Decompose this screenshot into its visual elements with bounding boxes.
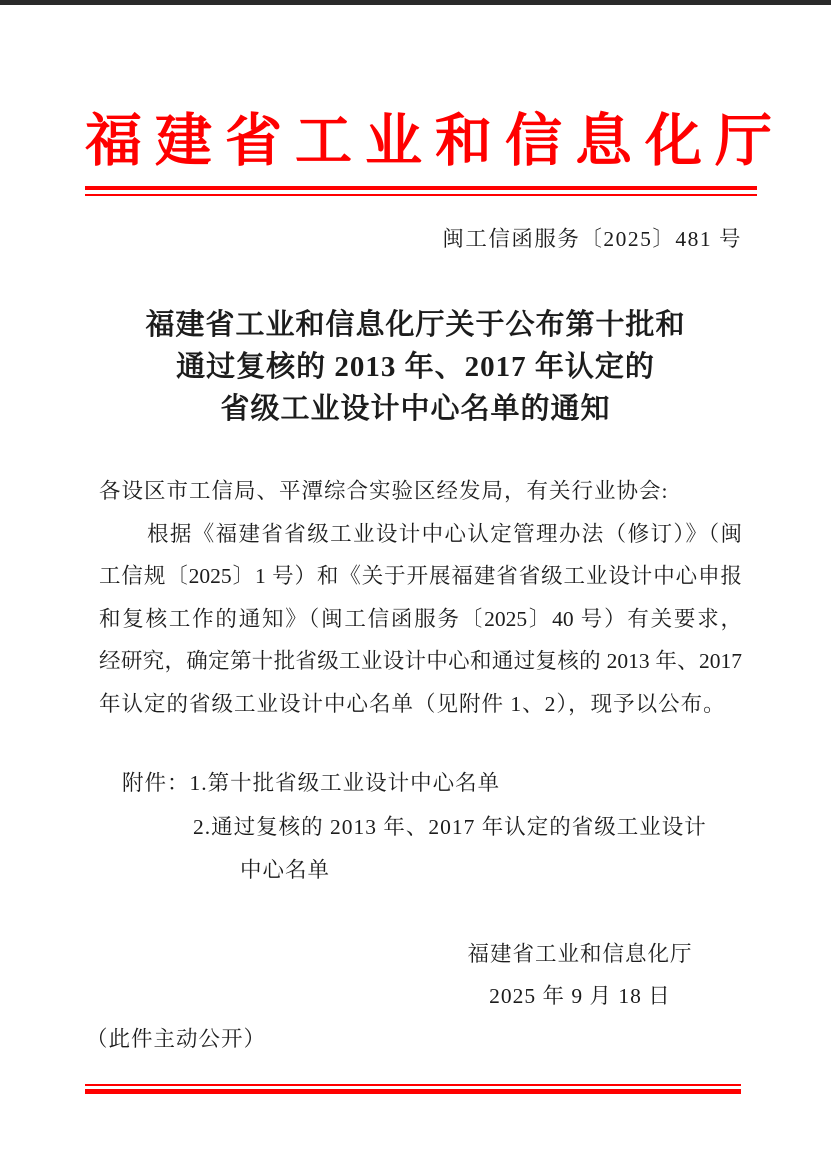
body-line-1: 根据《福建省省级工业设计中心认定管理办法（修订）》（闽: [147, 521, 742, 546]
notice-body: [99, 470, 742, 725]
notice-title: [0, 304, 831, 430]
top-border-bar: [0, 0, 831, 5]
body-line-3: 和复核工作的通知》（闽工信函服务〔2025〕40 号）有关要求，: [99, 606, 742, 631]
notice-title-line-3: 省级工业设计中心名单的通知: [220, 393, 611, 425]
salutation-line: 各设区市工信局、平潭综合实验区经发局，有关行业协会:: [99, 479, 669, 503]
attachment-line-2: 2.通过复核的 2013 年、2017 年认定的省级工业设计: [193, 815, 707, 839]
body-line-4: 经研究，确定第十批省级工业设计中心和通过复核的 2013 年、2017: [99, 649, 742, 673]
notice-title-line-2: 通过复核的 2013 年、2017 年认定的: [176, 351, 655, 383]
signature-org: 福建省工业和信息化厅: [467, 942, 693, 966]
signature-date: 2025 年 9 月 18 日: [489, 984, 671, 1008]
red-double-rule-bottom: [85, 1084, 741, 1094]
body-line-5: 年认定的省级工业设计中心名单（见附件 1、2），现予以公布。: [99, 691, 726, 716]
signature-block: [440, 933, 720, 1017]
red-double-rule-top: [85, 186, 757, 196]
document-number: 闽工信函服务〔2025〕481 号: [442, 227, 742, 251]
body-line-2: 工信规〔2025〕1 号）和《关于开展福建省省级工业设计中心申报: [99, 564, 742, 588]
notice-title-line-1: 福建省工业和信息化厅关于公布第十批和: [145, 309, 686, 341]
agency-masthead: 福建省工业和信息化厅: [85, 110, 785, 173]
attachment-line-1: 附件：1.第十批省级工业设计中心名单: [122, 771, 501, 795]
attachment-line-3: 中心名单: [240, 858, 331, 882]
public-disclosure-note: （此件主动公开）: [86, 1027, 267, 1051]
